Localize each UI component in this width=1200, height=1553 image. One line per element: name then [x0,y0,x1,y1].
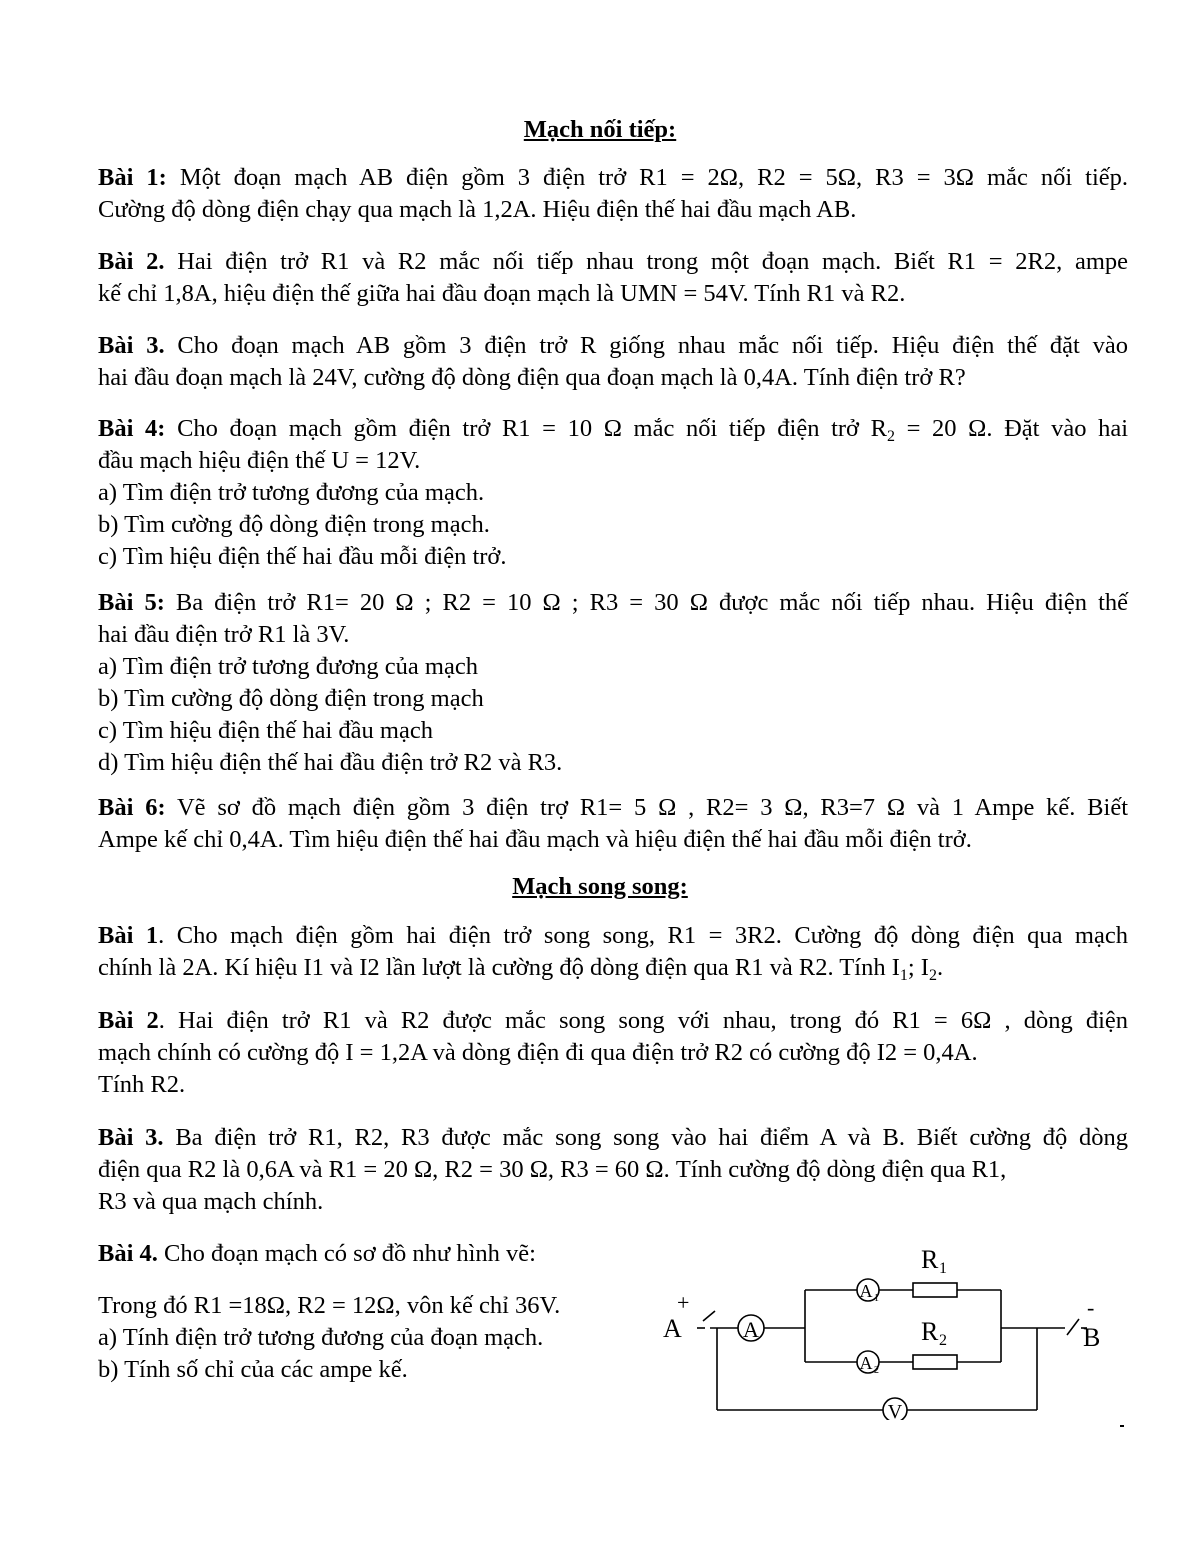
section-title-series: Mạch nối tiếp: [523,116,677,143]
branch2-ammeter-label: A [859,1353,873,1373]
problem-label: Bài 2 [98,1007,159,1034]
problem-series-6 [98,792,1128,856]
r1-label: R [921,1245,939,1274]
sub-question: b) Tính số chỉ của các ampe kế. [98,1356,408,1383]
problem-text: Một đoạn mạch AB điện gồm 3 điện trở R1 = 2Ω, R2 = 5Ω, R3 = 3Ω mắc nối tiếp. [179,164,1129,191]
problem-text: Trong đó R1 =18Ω, R2 = 12Ω, vôn kế chỉ 36V. [98,1292,561,1319]
problem-series-5 [98,587,1128,779]
text-run: chính là 2A. Kí hiệu I1 và I2 lần lượt là cường độ dòng điện qua R1 và R2. Tính I [98,954,900,981]
subscript: 2 [886,428,895,445]
subscript: 2 [928,967,937,984]
problem-label: Bài 3. [98,332,165,359]
problem-text: Vẽ sơ đồ mạch điện gồm 3 điện trợ R1= 5 Ω , R2= 3 Ω, R3=7 Ω và 1 Ampe kế. Biết [176,794,1128,821]
text-run: . [936,954,944,981]
problem-text: Ba điện trở R1, R2, R3 được mắc song song vào hai điểm A và B. Biết cường độ dòng [163,1124,1129,1151]
text-run: ; I [907,954,929,981]
minus-sign: - [1087,1295,1095,1320]
sub-question: c) Tìm hiệu điện thế hai đầu mạch [98,717,433,744]
problem-text: . Cho mạch điện gồm hai điện trở song song, R1 = 3R2. Cường độ dòng điện qua mạch [158,922,1128,949]
problem-label: Bài 4. [98,1240,158,1267]
problem-parallel-1 [98,920,1128,984]
branch2-ammeter-subscript: 2 [874,1365,879,1376]
text-run: = 20 Ω. Đặt vào hai [894,415,1129,442]
problem-label: Bài 5: [98,589,165,616]
problem-text: Cường độ dòng điện chạy qua mạch là 1,2A. Hiệu điện thế hai đầu mạch AB. [98,196,857,223]
r2-label: R [921,1317,939,1346]
stray-mark [1120,1425,1124,1427]
problem-series-1 [98,162,1128,226]
branch1-ammeter-subscript: 1 [874,1293,879,1304]
text-run: Cho đoạn mạch gồm điện trở R1 = 10 Ω mắc nối tiếp điện trở R [177,415,887,442]
sub-question: b) Tìm cường độ dòng điện trong mạch. [98,511,490,538]
problem-label: Bài 3. [98,1124,164,1151]
problem-parallel-2 [98,1005,1128,1101]
problem-text: hai đầu đoạn mạch là 24V, cường độ dòng điện qua đoạn mạch là 0,4A. Tính điện trở R? [98,364,966,391]
switch-left [703,1311,715,1321]
problem-parallel-3 [98,1122,1128,1218]
problem-text: R3 và qua mạch chính. [98,1188,324,1215]
r2-subscript: 2 [939,1332,947,1349]
problem-text: hai đầu điện trở R1 là 3V. [98,621,350,648]
sub-question: c) Tìm hiệu điện thế hai đầu mỗi điện trở. [98,543,507,570]
resistor-r1 [913,1283,957,1297]
problem-text: Ampe kế chỉ 0,4A. Tìm hiệu điện thế hai đầu mạch và hiệu điện thế hai đầu mỗi điện trở. [98,826,972,853]
problem-label: Bài 4: [98,415,166,442]
sub-question: d) Tìm hiệu điện thế hai đầu điện trở R2 và R3. [98,749,563,776]
problem-series-3 [98,330,1128,394]
problem-text: Ba điện trở R1= 20 Ω ; R2 = 10 Ω ; R3 = 30 Ω được mắc nối tiếp nhau. Hiệu điện thế [175,589,1129,616]
problem-label: Bài 1: [98,164,167,191]
subscript: 1 [899,967,908,984]
problem-series-2 [98,246,1128,310]
problem-series-4 [98,413,1128,573]
branch1-ammeter-label: A [859,1281,873,1301]
problem-text: đầu mạch hiệu điện thế U = 12V. [98,447,421,474]
problem-text: . Hai điện trở R1 và R2 được mắc song song với nhau, trong đó R1 = 6Ω , dòng điện [158,1007,1128,1034]
terminal-a-label: A [663,1314,682,1343]
problem-label: Bài 6: [98,794,166,821]
problem-text: Tính R2. [98,1071,186,1098]
problem-parallel-4 [98,1238,658,1386]
problem-text [177,415,1129,445]
problem-text: Hai điện trở R1 và R2 mắc nối tiếp nhau trong một đoạn mạch. Biết R1 = 2R2, ampe [177,248,1128,275]
problem-text: Cho đoạn mạch có sơ đồ như hình vẽ: [157,1240,536,1267]
resistor-r2 [913,1355,957,1369]
switch-right [1067,1319,1079,1335]
problem-label: Bài 2. [98,248,165,275]
problem-label: Bài 1 [98,922,159,949]
sub-question: a) Tìm điện trở tương đương của mạch [98,653,478,680]
voltmeter-label: V [887,1401,903,1420]
terminal-b-label: B [1083,1323,1101,1352]
section-title-parallel: Mạch song song: [512,873,688,900]
sub-question: b) Tìm cường độ dòng điện trong mạch [98,685,484,712]
problem-text: kế chỉ 1,8A, hiệu điện thế giữa hai đầu đoạn mạch là UMN = 54V. Tính R1 và R2. [98,280,906,307]
circuit-diagram [655,1235,1115,1420]
problem-text: Cho đoạn mạch AB gồm 3 điện trở R giống nhau mắc nối tiếp. Hiệu điện thế đặt vào [177,332,1129,359]
main-ammeter-label: A [743,1317,759,1342]
sub-question: a) Tính điện trở tương đương của đoạn mạch. [98,1324,544,1351]
sub-question: a) Tìm điện trở tương đương của mạch. [98,479,485,506]
problem-text: điện qua R2 là 0,6A và R1 = 20 Ω, R2 = 30 Ω, R3 = 60 Ω. Tính cường độ dòng điện qua R1, [98,1156,1007,1183]
r1-subscript: 1 [939,1260,947,1277]
plus-sign: + [677,1290,690,1315]
problem-text [98,952,1128,984]
problem-text: mạch chính có cường độ I = 1,2A và dòng điện đi qua điện trở R2 có cường độ I2 = 0,4A. [98,1039,978,1066]
